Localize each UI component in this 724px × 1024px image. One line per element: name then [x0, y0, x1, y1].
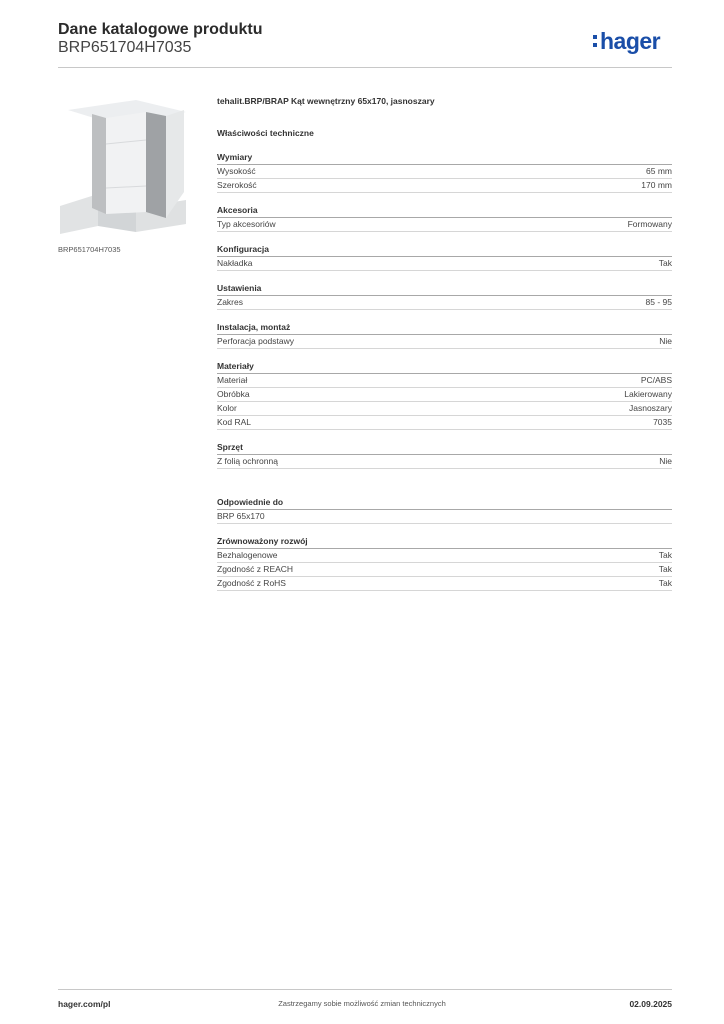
tech-properties-heading: Właściwości techniczne: [217, 128, 314, 138]
spec-value: PC/ABS: [640, 375, 672, 385]
spec-label: Obróbka: [217, 389, 250, 399]
spec-label: Materiał: [217, 375, 248, 385]
spec-row: [217, 455, 672, 469]
group-title: Ustawienia: [217, 283, 672, 296]
group-title: Materiały: [217, 361, 672, 374]
spec-value: 7035: [653, 417, 672, 427]
hager-logo: [593, 28, 660, 55]
spec-group-configuration: [217, 244, 672, 271]
spec-value: Nie: [659, 456, 672, 466]
spec-value: Tak: [658, 564, 672, 574]
footer-disclaimer: Zastrzegamy sobie możliwość zmian technicznych: [278, 999, 446, 1008]
spec-group-settings: [217, 283, 672, 310]
product-photo-icon: [58, 96, 190, 236]
spec-section: [217, 96, 672, 591]
spec-value: 65 mm: [646, 166, 672, 176]
spec-row: [217, 563, 672, 577]
product-name: tehalit.BRP/BRAP Kąt wewnętrzny 65x170, jasnoszary: [217, 96, 435, 106]
spec-value: Tak: [658, 550, 672, 560]
spec-label: Kod RAL: [217, 417, 252, 427]
spec-label: Nakładka: [217, 258, 253, 268]
spec-row: [217, 296, 672, 310]
spec-group-equipment: [217, 442, 672, 469]
spec-value: Jasnoszary: [629, 403, 672, 413]
spec-label: Perforacja podstawy: [217, 336, 295, 346]
spec-row: [217, 257, 672, 271]
footer-date: 02.09.2025: [629, 999, 672, 1009]
logo-dots-icon: [593, 28, 598, 47]
inner-corner-duct-image: [58, 96, 190, 236]
logo-text: hager: [600, 28, 661, 54]
spec-value: Lakierowany: [624, 389, 672, 399]
group-title: Instalacja, montaż: [217, 322, 672, 335]
spec-group-accessories: [217, 205, 672, 232]
footer-divider: [58, 989, 672, 990]
spec-value: Tak: [658, 258, 672, 268]
spec-label: Zgodność z REACH: [217, 564, 294, 574]
spec-group-compatible: [217, 497, 672, 524]
spec-label: Bezhalogenowe: [217, 550, 278, 560]
document-title: Dane katalogowe produktu: [58, 21, 263, 38]
group-title: Sprzęt: [217, 442, 672, 455]
spec-group-installation: [217, 322, 672, 349]
group-title: Odpowiednie do: [217, 497, 672, 510]
spec-row: [217, 416, 672, 430]
spec-group-sustainability: [217, 536, 672, 591]
spec-value: Nie: [659, 336, 672, 346]
spec-label: Typ akcesoriów: [217, 219, 276, 229]
spec-label: Wysokość: [217, 166, 256, 176]
spec-row: [217, 549, 672, 563]
image-caption: BRP651704H7035: [58, 245, 121, 254]
spec-row: [217, 388, 672, 402]
spec-row: [217, 179, 672, 193]
spec-group-materials: [217, 361, 672, 430]
spec-value: 170 mm: [641, 180, 672, 190]
group-title: Zrównoważony rozwój: [217, 536, 672, 549]
spec-row: [217, 402, 672, 416]
spec-value: Tak: [658, 578, 672, 588]
group-title: Konfiguracja: [217, 244, 672, 257]
spec-row: [217, 218, 672, 232]
spec-label: Zakres: [217, 297, 243, 307]
spec-label: BRP 65x170: [217, 511, 265, 521]
spec-row: [217, 577, 672, 591]
spec-row: [217, 165, 672, 179]
spec-label: Zgodność z RoHS: [217, 578, 286, 588]
footer-website-link[interactable]: hager.com/pl: [58, 999, 111, 1009]
spec-label: Z folią ochronną: [217, 456, 278, 466]
spec-label: Kolor: [217, 403, 237, 413]
header-divider: [58, 67, 672, 68]
group-title: Akcesoria: [217, 205, 672, 218]
group-title: Wymiary: [217, 152, 672, 165]
product-code: BRP651704H7035: [58, 39, 192, 56]
spec-group-dimensions: [217, 152, 672, 193]
spec-value: Formowany: [627, 219, 672, 229]
spec-row: [217, 510, 672, 524]
spec-value: 85 - 95: [645, 297, 672, 307]
spec-row: [217, 374, 672, 388]
spec-label: Szerokość: [217, 180, 257, 190]
spec-row: [217, 335, 672, 349]
